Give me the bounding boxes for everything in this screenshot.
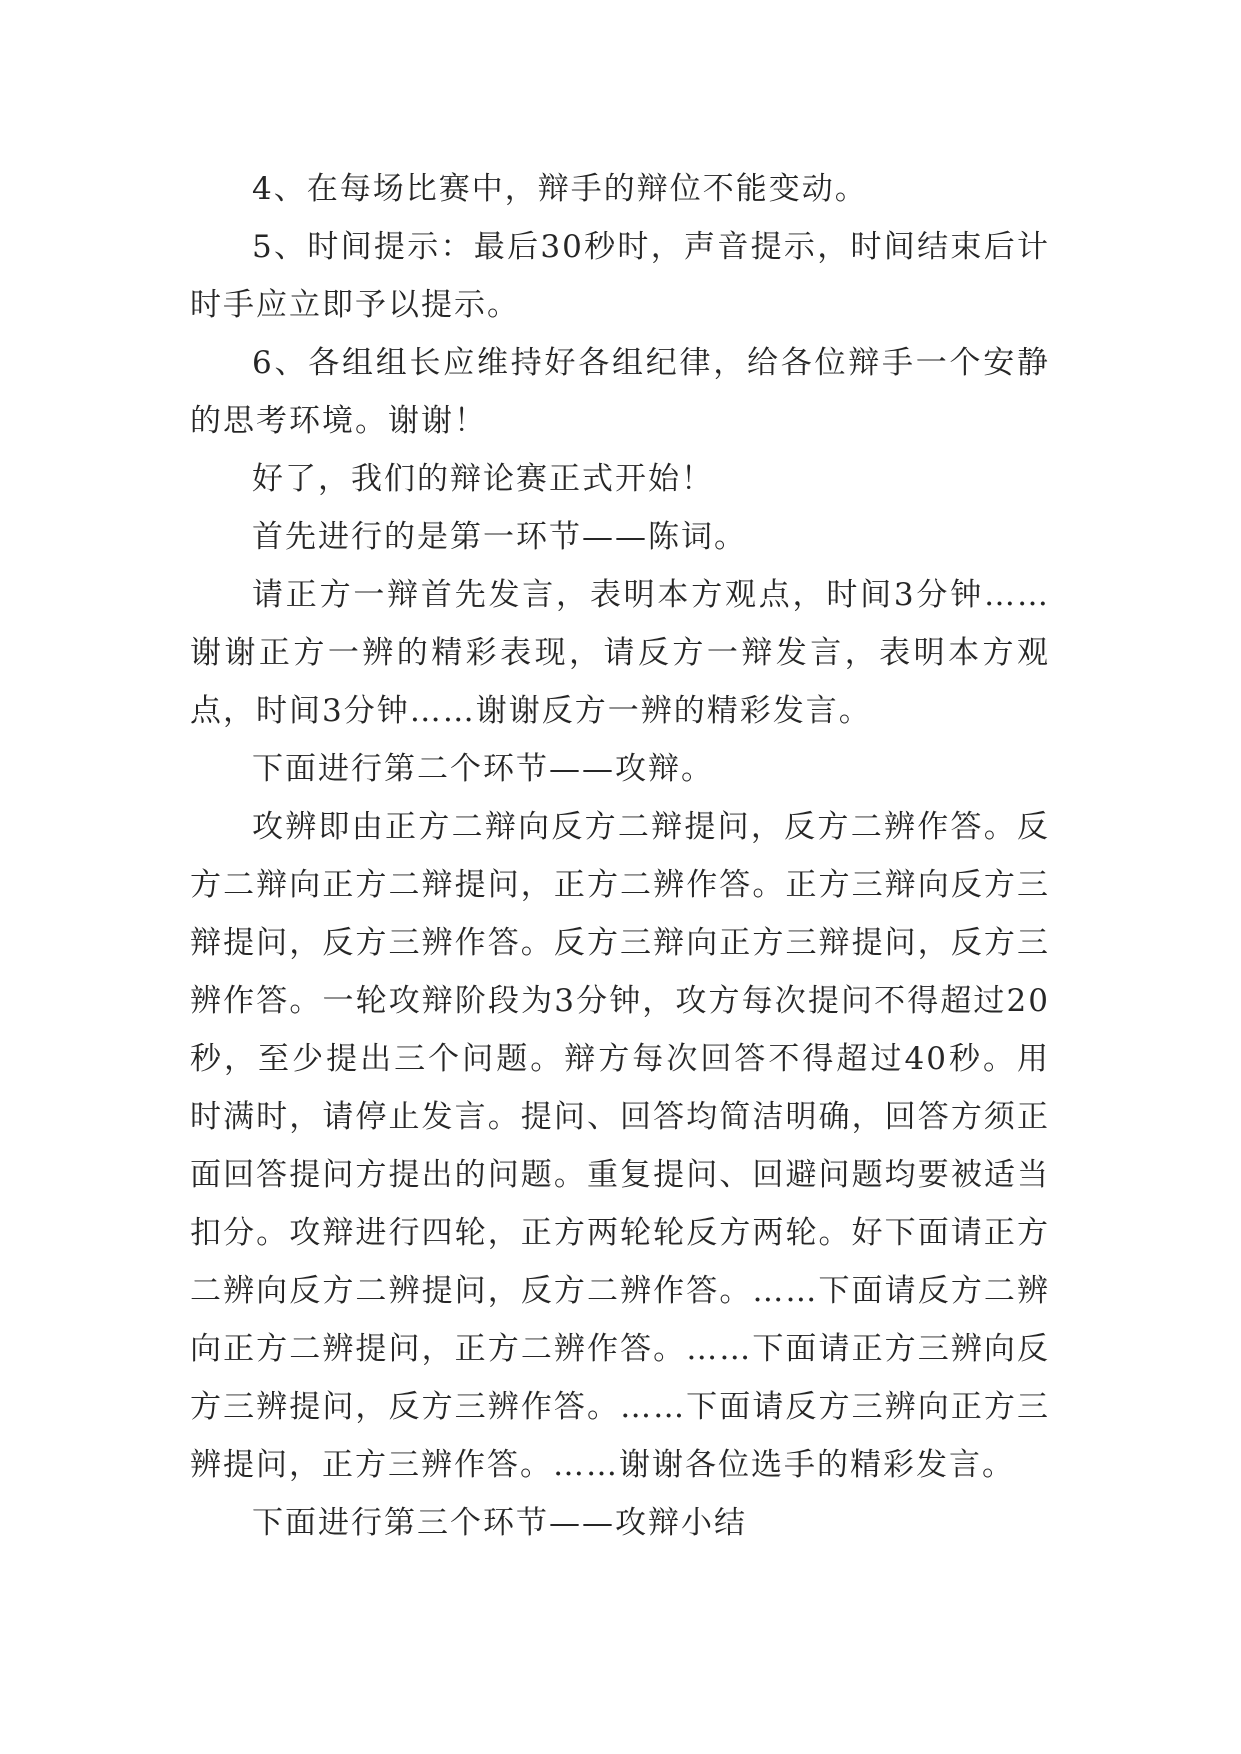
paragraph-start: 好了，我们的辩论赛正式开始！ [252,461,714,497]
paragraph-stage-1: 首先进行的是第一环节——陈词。 [252,519,747,555]
paragraph-rule-4: 4、在每场比赛中，辩手的辩位不能变动。 [252,171,868,207]
paragraph-cross-examination: 攻辨即由正方二辩向反方二辩提问，反方二辨作答。反方二辩向正方二辩提问，正方二辨作答。正方三辩向反方三辩提问，反方三辨作答。反方三辩向正方三辩提问，反方三辨作答。一轮攻辩阶段为3分钟，攻方每次提问不得超过20秒，至少提出三个问题。辩方每次回答不得超过40秒。用时满时，请停止发言。提问、回答均简洁明确，回答方须正面回答提问方提出的问题。重复提问、回避问题均要被适当扣分。攻辩进行四轮，正方两轮轮反方两轮。好下面请正方二辨向反方二辨提问，反方二辨作答。……下面请反方二辨向正方二辨提问，正方二辨作答。……下面请正方三辨向反方三辨提问，反方三辨作答。……下面请反方三辨向正方三辨提问，正方三辨作答。……谢谢各位选手的精彩发言。 [190,809,1050,1483]
paragraph-opening-statements: 请正方一辩首先发言，表明本方观点，时间3分钟……谢谢正方一辨的精彩表现，请反方一辩发言，表明本方观点，时间3分钟……谢谢反方一辨的精彩发言。 [190,577,1050,729]
document-body [190,160,1050,1552]
paragraph-stage-2: 下面进行第二个环节——攻辩。 [252,751,714,787]
paragraph-stage-3: 下面进行第三个环节——攻辩小结 [252,1505,747,1541]
paragraph-rule-6: 6、各组组长应维持好各组纪律，给各位辩手一个安静的思考环境。谢谢！ [190,345,1050,439]
paragraph-rule-5: 5、时间提示：最后30秒时，声音提示，时间结束后计时手应立即予以提示。 [190,229,1050,323]
